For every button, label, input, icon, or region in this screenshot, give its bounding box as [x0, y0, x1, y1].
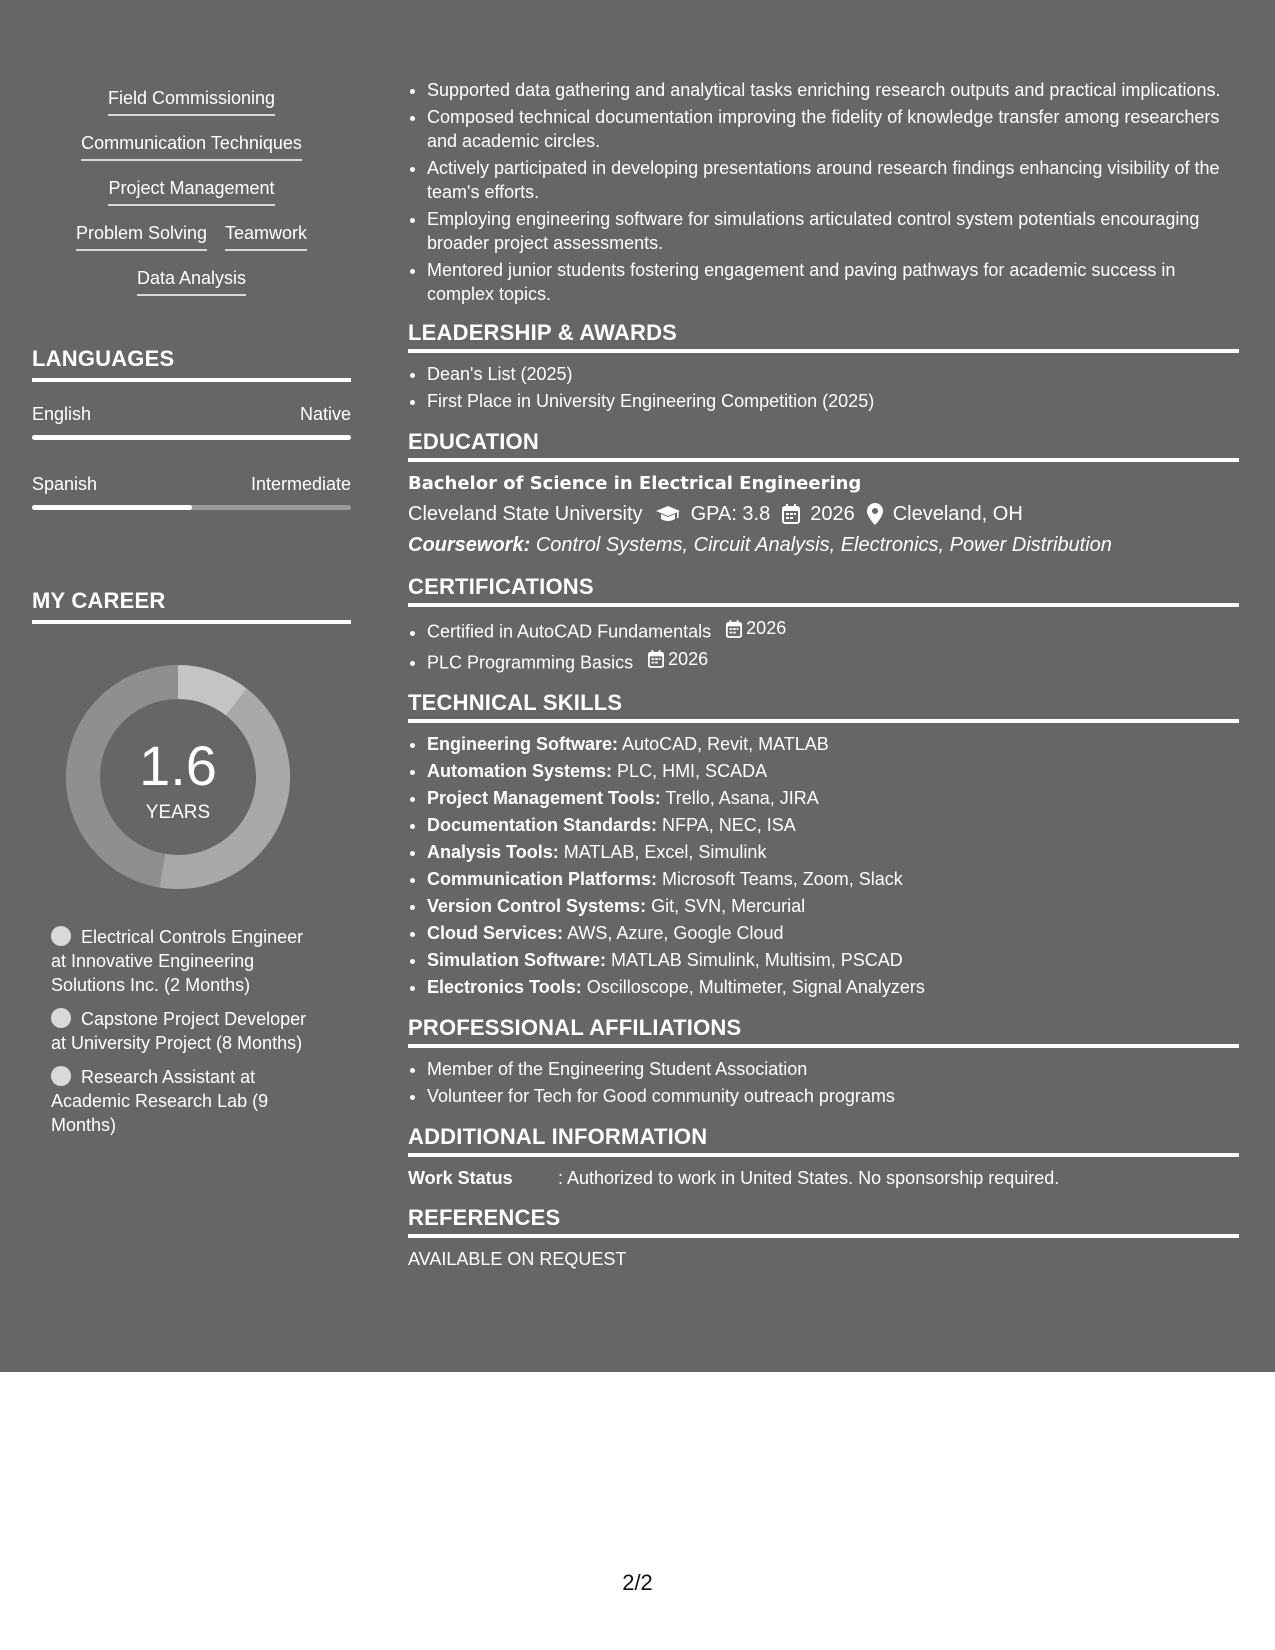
education-gpa: GPA: 3.8: [690, 503, 771, 525]
additional-info-heading: ADDITIONAL INFORMATION: [408, 1124, 1239, 1157]
skill-category: Cloud Services:: [427, 923, 564, 943]
technical-skills-heading: TECHNICAL SKILLS: [408, 690, 1239, 723]
skill-row: [32, 221, 351, 266]
affiliations-heading: PROFESSIONAL AFFILIATIONS: [408, 1015, 1239, 1048]
skill-tag: Teamwork: [225, 221, 307, 251]
language-level: Native: [299, 404, 351, 424]
experience-bullets: [408, 78, 1239, 306]
skill-values: PLC, HMI, SCADA: [617, 761, 768, 781]
skill-row: [32, 131, 351, 176]
language-bar: [32, 505, 351, 510]
work-status-label: Work Status: [408, 1168, 513, 1188]
career-total-unit: YEARS: [145, 802, 211, 823]
skill-category: Project Management Tools:: [427, 788, 661, 808]
career-item-text: Research Assistant at Academic Research Lab (9 Months): [51, 1067, 269, 1135]
education-degree: Bachelor of Science in Electrical Engineering: [408, 473, 862, 494]
language-bar: [32, 435, 351, 440]
education-school: Cleveland State University: [408, 503, 643, 525]
career-list: [51, 925, 321, 1147]
education-year: 2026: [810, 503, 855, 525]
donut-segment: [178, 682, 236, 702]
list-item: • First Place in University Engineering Competition (2025): [427, 388, 1239, 415]
career-item-text: Capstone Project Developer at University Project (8 Months): [51, 1009, 307, 1053]
bullet-dot-icon: [51, 926, 71, 946]
skill-values: Trello, Asana, JIRA: [665, 788, 819, 808]
list-item: [427, 731, 1239, 758]
career-item: [51, 1065, 321, 1137]
leadership-list: [408, 361, 1239, 415]
certification-name: Certified in AutoCAD Fundamentals: [427, 621, 712, 642]
bullet-dot-icon: [51, 1066, 71, 1086]
list-item: • Dean's List (2025): [427, 361, 1239, 388]
skill-category: Documentation Standards:: [427, 815, 658, 835]
page-number: 2/2: [622, 1570, 653, 1595]
skill-category: Analysis Tools:: [427, 842, 559, 862]
list-item: • Mentored junior students fostering engagement and paving pathways for academic success in complex topics.: [427, 258, 1239, 306]
bullet-dot-icon: [51, 1008, 71, 1028]
skill-tag: Project Management: [108, 176, 274, 206]
language-bar-fill: [32, 505, 192, 510]
certification-year: 2026: [746, 618, 787, 638]
skill-category: Engineering Software:: [427, 734, 619, 754]
list-item: • Member of the Engineering Student Association: [427, 1056, 1239, 1083]
technical-skills-list: [408, 731, 1239, 1001]
list-item: • Composed technical documentation improving the fidelity of knowledge transfer among researchers and academic circles.: [427, 105, 1239, 153]
list-item: • Employing engineering software for simulations articulated control system potentials encouraging broader project assessments.: [427, 207, 1239, 255]
skill-values: MATLAB, Excel, Simulink: [563, 842, 767, 862]
affiliations-list: [408, 1056, 1239, 1110]
work-status-value: : Authorized to work in United States. No sponsorship required.: [558, 1168, 1060, 1188]
list-item: [427, 893, 1239, 920]
coursework-list: Control Systems, Circuit Analysis, Electronics, Power Distribution: [535, 534, 1112, 556]
location-pin-icon: [867, 503, 883, 525]
skill-values: AutoCAD, Revit, MATLAB: [622, 734, 829, 754]
language-name: English: [32, 404, 92, 424]
skill-values: MATLAB Simulink, Multisim, PSCAD: [611, 950, 903, 970]
language-english: [32, 404, 351, 440]
language-bar-fill: [32, 435, 351, 440]
skill-category: Automation Systems:: [427, 761, 613, 781]
list-item: [427, 947, 1239, 974]
skill-tag: Communication Techniques: [81, 131, 302, 161]
language-name: Spanish: [32, 474, 98, 494]
calendar-icon: [648, 650, 664, 668]
list-item: [427, 785, 1239, 812]
calendar-icon: [782, 504, 800, 524]
skill-values: AWS, Azure, Google Cloud: [567, 923, 784, 943]
work-status-row: [408, 1165, 1239, 1191]
languages-heading: LANGUAGES: [32, 346, 351, 382]
list-item: • Supported data gathering and analytical tasks enriching research outputs and practical implications.: [427, 78, 1239, 102]
career-item: [51, 1007, 321, 1055]
career-item: [51, 925, 321, 997]
list-item: [427, 646, 1239, 677]
language-level: Intermediate: [250, 474, 351, 494]
references-text: AVAILABLE ON REQUEST: [408, 1249, 627, 1269]
list-item: [427, 920, 1239, 947]
certifications-list: [408, 615, 1239, 676]
education-coursework: [408, 530, 1239, 560]
career-heading: MY CAREER: [32, 588, 351, 624]
education-heading: EDUCATION: [408, 429, 1239, 462]
skill-category: Version Control Systems:: [427, 896, 647, 916]
leadership-heading: LEADERSHIP & AWARDS: [408, 320, 1239, 353]
certifications-heading: CERTIFICATIONS: [408, 574, 1239, 607]
education-details: [408, 498, 1239, 530]
skill-values: Git, SVN, Mercurial: [651, 896, 806, 916]
list-item: • Actively participated in developing presentations around research findings enhancing visibility of the team's efforts.: [427, 156, 1239, 204]
skill-category: Communication Platforms:: [427, 869, 658, 889]
right-column: [408, 78, 1239, 1272]
list-item: [427, 615, 1239, 646]
skill-tag: Data Analysis: [137, 266, 246, 296]
references-heading: REFERENCES: [408, 1205, 1239, 1238]
skill-tag: Problem Solving: [76, 221, 207, 251]
coursework-label: Coursework:: [408, 534, 531, 556]
skills-tags: [32, 86, 351, 311]
skill-tag: Field Commissioning: [108, 86, 275, 116]
list-item: [427, 974, 1239, 1001]
graduation-cap-icon: [655, 505, 681, 523]
list-item: [427, 812, 1239, 839]
skill-row: [32, 86, 351, 131]
skill-values: NFPA, NEC, ISA: [662, 815, 796, 835]
list-item: [427, 866, 1239, 893]
skill-row: [32, 266, 351, 311]
education-location: Cleveland, OH: [892, 503, 1023, 525]
skill-values: Oscilloscope, Multimeter, Signal Analyzers: [586, 977, 925, 997]
list-item: [427, 839, 1239, 866]
list-item: [427, 758, 1239, 785]
list-item: • Volunteer for Tech for Good community outreach programs: [427, 1083, 1239, 1110]
skill-category: Electronics Tools:: [427, 977, 582, 997]
skill-category: Simulation Software:: [427, 950, 607, 970]
skill-values: Microsoft Teams, Zoom, Slack: [662, 869, 903, 889]
career-donut-chart: [66, 665, 290, 889]
career-item-text: Electrical Controls Engineer at Innovative Engineering Solutions Inc. (2 Months): [51, 927, 304, 995]
calendar-icon: [726, 620, 742, 638]
certification-year: 2026: [668, 648, 709, 669]
skill-row: [32, 176, 351, 221]
certification-name: PLC Programming Basics: [427, 652, 634, 672]
language-spanish: [32, 474, 351, 510]
career-total-value: 1.6: [139, 734, 217, 797]
